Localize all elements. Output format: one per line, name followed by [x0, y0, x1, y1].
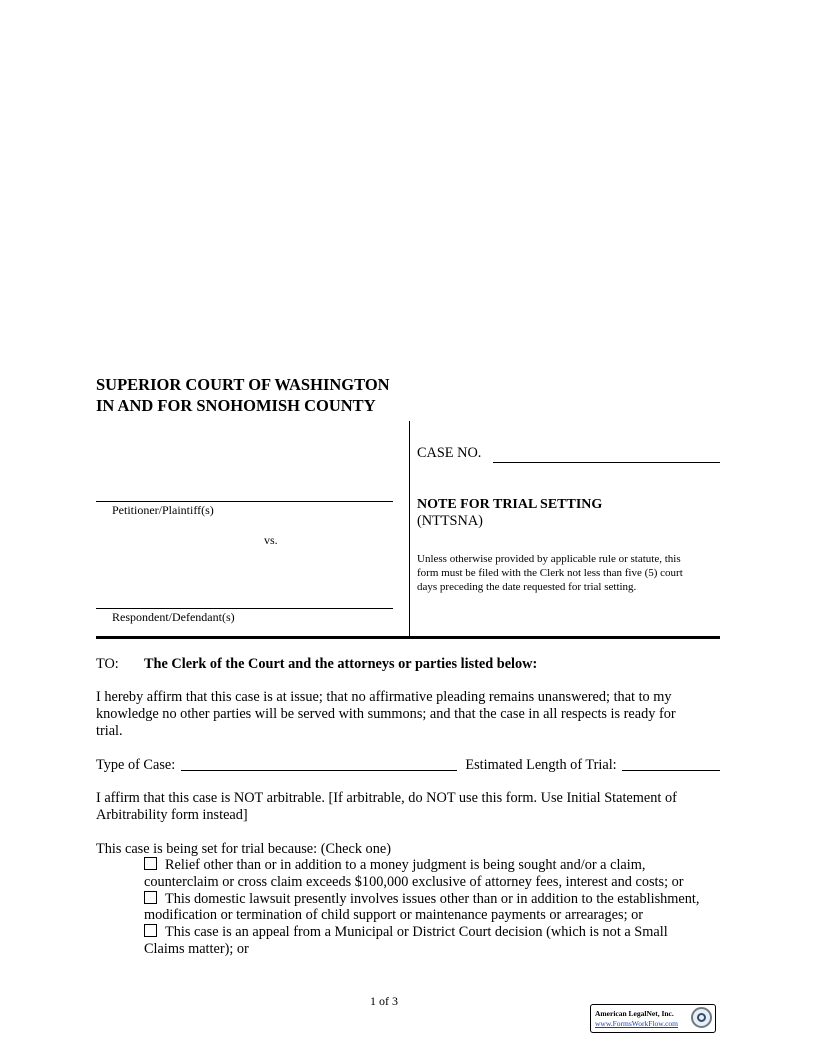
- reason-options: [144, 857, 729, 958]
- arbitrability-paragraph: [96, 790, 726, 824]
- reason-option-text: This case is an appeal from a Municipal or District Court decision (which is not a Small: [165, 924, 668, 941]
- court-name-line1: SUPERIOR COURT OF WASHINGTON: [96, 375, 390, 394]
- arbitrability-line: I affirm that this case is NOT arbitrable. [If arbitrable, do NOT use this form. Use Initial Statement of: [96, 790, 677, 806]
- type-of-case-label: Type of Case:: [96, 757, 176, 773]
- form-code: (NTTSNA): [417, 513, 483, 529]
- trial-length-label: Estimated Length of Trial:: [465, 757, 617, 773]
- petitioner-label: Petitioner/Plaintiff(s): [112, 503, 214, 517]
- reason-option: [144, 857, 729, 891]
- filing-instructions: [417, 552, 717, 594]
- caption-divider: [409, 421, 410, 637]
- publisher-name: American LegalNet, Inc.: [595, 1009, 674, 1018]
- trial-length-field[interactable]: [622, 756, 720, 771]
- reason-option-text: This domestic lawsuit presently involves issues other than or in addition to the establishment,: [165, 890, 700, 907]
- reason-checkbox-2[interactable]: [144, 891, 157, 904]
- reason-intro: This case is being set for trial because: (Check one): [96, 841, 391, 857]
- vs-label: vs.: [264, 533, 278, 547]
- court-title: [96, 374, 390, 416]
- case-no-label: CASE NO.: [417, 445, 482, 461]
- page-indicator: 1 of 3: [370, 994, 398, 1008]
- court-name-line2: IN AND FOR SNOHOMISH COUNTY: [96, 396, 376, 415]
- affirmation-line: I hereby affirm that this case is at issue; that no affirmative pleading remains unanswered; that to my: [96, 689, 672, 705]
- affirmation-line: trial.: [96, 722, 123, 739]
- reason-checkbox-1[interactable]: [144, 857, 157, 870]
- respondent-signature-line: [96, 608, 393, 609]
- case-no-field[interactable]: [493, 448, 720, 463]
- publisher-logo[interactable]: [590, 1004, 716, 1033]
- respondent-label: Respondent/Defendant(s): [112, 610, 235, 624]
- affirmation-paragraph: [96, 689, 726, 739]
- reason-option-text: Claims matter); or: [144, 940, 249, 957]
- caption-bottom-rule: [96, 636, 720, 639]
- publisher-url[interactable]: www.FormsWorkFlow.com: [595, 1019, 679, 1028]
- instruction-line: form must be filed with the Clerk not less than five (5) court: [417, 567, 683, 579]
- instruction-line: days preceding the date requested for trial setting.: [417, 581, 637, 593]
- type-of-case-field[interactable]: [181, 756, 457, 771]
- affirmation-line: knowledge no other parties will be served with summons; and that the case in all respects is ready for: [96, 705, 676, 722]
- arbitrability-line: Arbitrability form instead]: [96, 806, 248, 823]
- reason-option-text: modification or termination of child support or maintenance payments or arrearages; or: [144, 907, 644, 924]
- reason-option: [144, 891, 729, 925]
- globe-icon: [691, 1007, 712, 1028]
- reason-option: [144, 924, 729, 958]
- petitioner-signature-line: [96, 501, 393, 502]
- to-recipients: The Clerk of the Court and the attorneys or parties listed below:: [144, 656, 538, 672]
- to-label: TO:: [96, 656, 119, 672]
- instruction-line: Unless otherwise provided by applicable rule or statute, this: [417, 553, 681, 565]
- reason-checkbox-3[interactable]: [144, 924, 157, 937]
- reason-option-text: counterclaim or cross claim exceeds $100,000 exclusive of attorney fees, interest and costs; or: [144, 873, 684, 890]
- form-title: NOTE FOR TRIAL SETTING: [417, 497, 603, 512]
- reason-option-text: Relief other than or in addition to a money judgment is being sought and/or a claim,: [165, 857, 646, 873]
- type-of-case-row: [96, 756, 720, 774]
